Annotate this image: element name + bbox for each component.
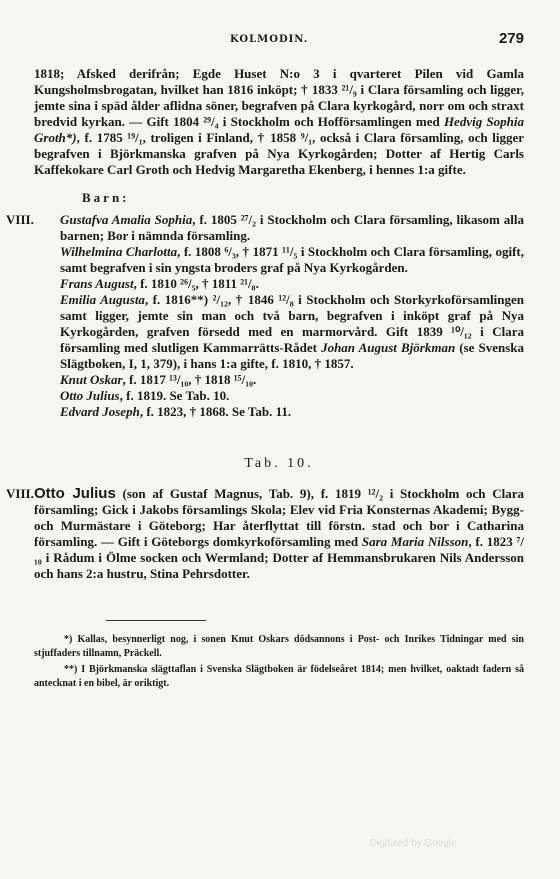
child-name: Gustafva Amalia Sophia — [60, 212, 193, 227]
person-name: Otto Julius — [34, 485, 116, 502]
child-entry — [34, 388, 524, 404]
child-text-rest: (se Svenska Slägtboken, I, 1, 379), i hans 1:a gifte, f. 1810, † 1857. — [60, 340, 524, 371]
section-title: Tab. 10. — [244, 456, 314, 471]
spouse-name: Hedvig Sophia Groth*) — [34, 114, 524, 145]
running-head: KOLMODIN. — [230, 34, 309, 45]
child-entry — [34, 276, 524, 292]
page-body — [6, 66, 525, 693]
child-name: Emilia Augusta — [60, 292, 145, 307]
section-text: (son af Gustaf Magnus, Tab. 9), f. 1819 ¹²/₂ i Stockholm och Clara församling; Gick i Jakobs församlings Skola; Elev vid Fria Konsternas Akademi; Bygg- och Murmästare i Göteborg; Har återflyttat till förstn. stad och bor i Catharina församling. — Gift i Göteborgs domkyrkoförsamling med — [34, 486, 524, 549]
generation-number: VIII. — [6, 486, 34, 501]
page-number: 279 — [498, 30, 524, 47]
section-text-rest: , f. 1823 ⁷/₁₀ i Rådum i Ölme socken och Wermland; Dotter af Hemmansbrukaren Nils Andersson och hans 2:a hustru, Stina Pehrsdotter. — [34, 534, 525, 581]
child-text: , f. 1808 ⁶/₃, † 1871 ¹¹/₅ i Stockholm och Clara församling, ogift, samt begrafven i sin yngsta broders graf på Nya Kyrkogården. — [60, 244, 524, 275]
footnote-divider — [106, 620, 206, 621]
child-text: , f. 1816**) ²/₁₂, † 1846 ¹²/₈ i Stockholm och Storkyrkoförsamlingen samt ligger, jemte sin man och två barn, begrafven i inköpt graf på Nya Kyrkogården, grafven försedd med en marmorvård. Gift 1839 ¹⁰/₁₂ i Clara församling med slutligen Kammarrätts-Rådet — [60, 292, 525, 355]
generation-number: VIII. — [6, 212, 34, 227]
intro-paragraph — [34, 66, 524, 178]
footnote: *) Kallas, besynnerligt nog, i sonen Knut Oskars dödsannons i Post- och Inrikes Tidningar med sin stjuffaders tillnamn, Präckell. — [34, 634, 524, 659]
child-name: Knut Oskar — [60, 372, 123, 387]
child-name: Frans August — [60, 276, 134, 291]
page-header — [34, 30, 524, 52]
child-name: Edvard Joseph — [60, 404, 140, 419]
child-text: , f. 1823, † 1868. Se Tab. 11. — [139, 404, 292, 419]
child-name: Otto Julius — [60, 388, 120, 403]
section-entry — [6, 485, 525, 582]
child-text: , f. 1805 ²⁷/₂ i Stockholm och Clara församling, likasom alla barnen; Bor i nämnda församling. — [60, 212, 524, 243]
child-entry — [34, 404, 524, 420]
intro-text: 1818; Afsked derifrån; Egde Huset N:o 3 i qvarteret Pilen vid Gamla Kungsholmsbrogatan, hvilket han 1816 inköpt; † 1833 ²¹/₉ i Clara församling och ligger, jemte sina i späd ålder aflidna söner, begrafven på Clara kyrkogård, norr om och straxt bredvid kyrkan. — Gift 1804 ²⁹/₄ i Stockholm och Hofförsamlingen med — [34, 66, 524, 129]
child-name: Wilhelmina Charlotta — [60, 244, 178, 259]
footnote: **) I Björkmanska slägttaflan i Svenska Slägtboken är födelseåret 1814; men hvilket, oaktadt fadern så antecknat i en bibel, är oriktigt. — [34, 664, 524, 689]
child-text: , f. 1817 ¹³/₁₀, † 1818 ¹⁵/₁₀. — [122, 372, 257, 387]
children-heading: Barn: — [82, 190, 130, 205]
digitization-watermark: Digitized by Google — [370, 838, 457, 849]
child-entry — [34, 372, 524, 388]
child-entry — [34, 244, 524, 276]
child-entry — [34, 292, 524, 372]
spouse-name: Sara Maria Nilsson — [361, 534, 469, 549]
intro-text-rest: , f. 1785 ¹⁹/₁, troligen i Finland, † 1858 ⁹/₁, också i Clara församling, och ligger begrafven i Björkmanska grafven på Nya Kyrkogården; Dotter af Hertig Carls Kaffekokare Carl Groth och Hedvig Margaretha Ekenberg, i hennes 1:a gifte. — [34, 130, 524, 177]
child-text: , f. 1810 ²⁶/₅, † 1811 ²¹/₈. — [133, 276, 259, 291]
spouse-name: Johan August Björkman — [321, 340, 456, 355]
child-text: , f. 1819. Se Tab. 10. — [119, 388, 230, 403]
child-entry — [6, 212, 524, 244]
